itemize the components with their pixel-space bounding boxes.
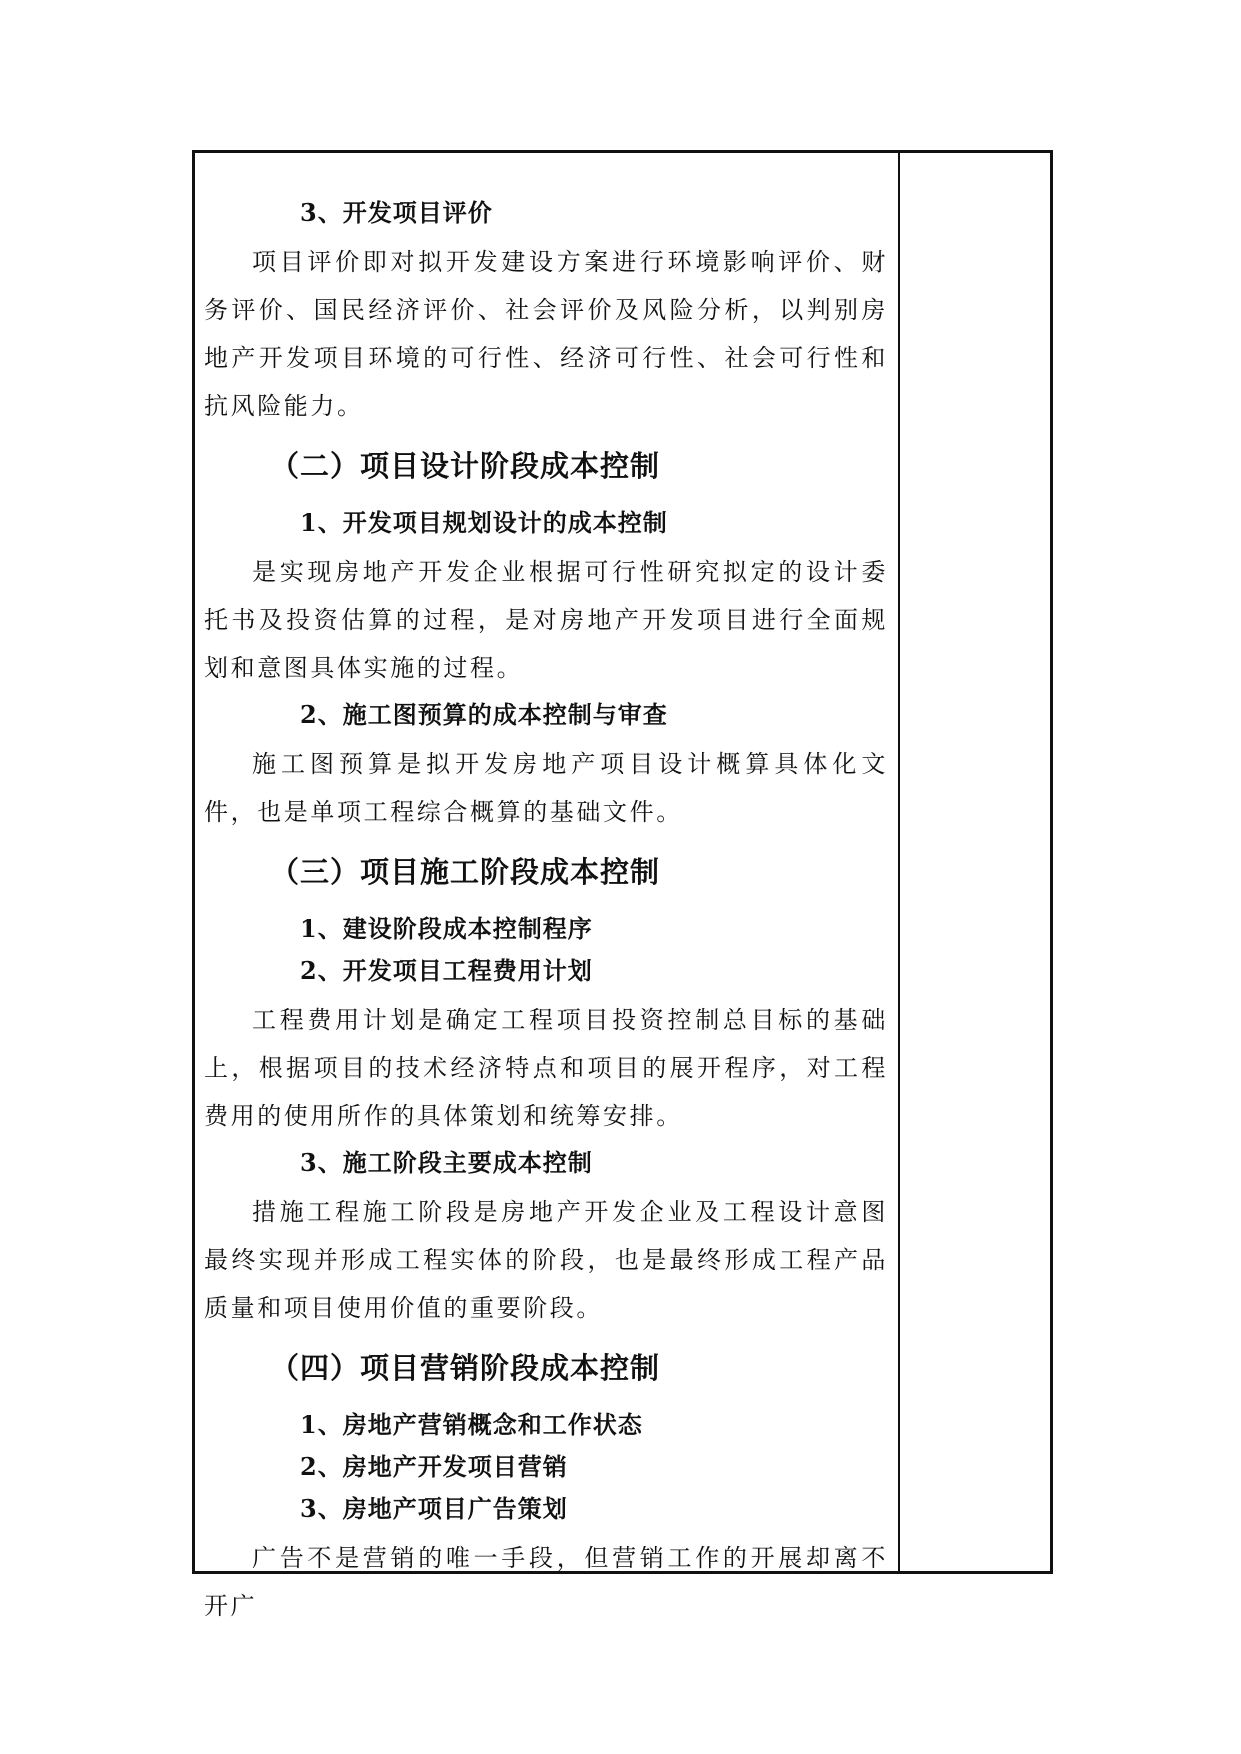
section-heading-design-stage: （二）项目设计阶段成本控制: [270, 449, 661, 483]
subheading-project-marketing: 2、房地产开发项目营销: [300, 1452, 568, 1481]
subheading-project-evaluation: 3、开发项目评价: [300, 198, 493, 227]
paragraph-main-cost-control: 措施工程施工阶段是房地产开发企业及工程设计意图最终实现并形成工程实体的阶段，也是最终形成工程产品质量和项目使用价值的重要阶段。: [204, 1198, 888, 1322]
paragraph-planning-design: 是实现房地产开发企业根据可行性研究拟定的设计委托书及投资估算的过程，是对房地产开发项目进行全面规划和意图具体实施的过程。: [204, 558, 888, 682]
subheading-main-cost-control: 3、施工阶段主要成本控制: [300, 1148, 593, 1177]
subheading-cost-plan: 2、开发项目工程费用计划: [300, 956, 593, 985]
subheading-marketing-concept: 1、房地产营销概念和工作状态: [300, 1410, 643, 1439]
section-heading-construction-stage: （三）项目施工阶段成本控制: [270, 855, 661, 889]
section-heading-marketing-stage: （四）项目营销阶段成本控制: [270, 1351, 661, 1385]
subheading-control-procedure: 1、建设阶段成本控制程序: [300, 914, 593, 943]
paragraph-cost-plan: 工程费用计划是确定工程项目投资控制总目标的基础上，根据项目的技术经济特点和项目的展开程序，对工程费用的使用所作的具体策划和统筹安排。: [204, 1006, 888, 1130]
subheading-advertising-plan: 3、房地产项目广告策划: [300, 1494, 568, 1523]
paragraph-advertising: 广告不是营销的唯一手段，但营销工作的开展却离不开广: [204, 1544, 888, 1620]
document-body: [204, 196, 888, 1636]
subheading-construction-budget: 2、施工图预算的成本控制与审查: [300, 700, 668, 729]
subheading-planning-design: 1、开发项目规划设计的成本控制: [300, 508, 668, 537]
paragraph-project-evaluation: 项目评价即对拟开发建设方案进行环境影响评价、财务评价、国民经济评价、社会评价及风险分析，以判别房地产开发项目环境的可行性、经济可行性、社会可行性和抗风险能力。: [204, 248, 888, 420]
paragraph-construction-budget: 施工图预算是拟开发房地产项目设计概算具体化文件，也是单项工程综合概算的基础文件。: [204, 750, 888, 826]
column-divider: [898, 150, 900, 1574]
